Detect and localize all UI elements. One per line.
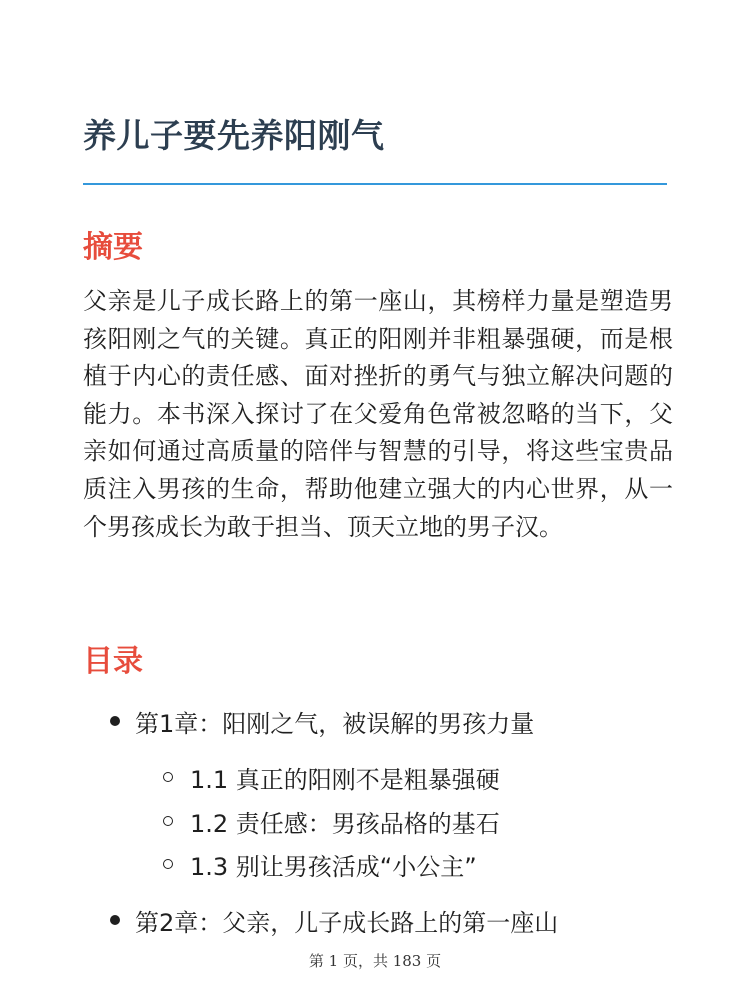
hollow-bullet-icon	[163, 816, 173, 826]
abstract-text: 父亲是儿子成长路上的第一座山，其榜样力量是塑造男孩阳刚之气的关键。真正的阳刚并非粗暴强硬，而是根植于内心的责任感、面对挫折的勇气与独立解决问题的能力。本书深入探讨了在父爱角色常被忽略的当下，父亲如何通过高质量的陪伴与智慧的引导，将这些宝贵品质注入男孩的生命，帮助他建立强大的内心世界，从一个男孩成长为敢于担当、顶天立地的男子汉。	[83, 287, 673, 541]
toc-section-1-2[interactable]	[190, 804, 500, 839]
toc-section-1-3[interactable]	[190, 847, 477, 882]
toc-section-label: 1.3 别让男孩活成“小公主”	[190, 853, 477, 881]
toc-chapter-1[interactable]	[135, 704, 534, 739]
toc-chapter-label: 第2章：父亲，儿子成长路上的第一座山	[135, 909, 559, 937]
title-divider	[83, 183, 667, 185]
toc-section-label: 1.1 真正的阳刚不是粗暴强硬	[190, 766, 500, 794]
bullet-icon	[110, 716, 120, 726]
document-title: 养儿子要先养阳刚气	[83, 116, 385, 155]
abstract-heading: 摘要	[83, 230, 143, 265]
page-footer: 第 1 页，共 183 页	[308, 952, 442, 970]
bullet-icon	[110, 915, 120, 925]
toc-section-1-1[interactable]	[190, 760, 500, 795]
toc-chapter-label: 第1章：阳刚之气，被误解的男孩力量	[135, 710, 535, 738]
toc-chapter-2[interactable]	[135, 903, 558, 938]
toc-section-label: 1.2 责任感：男孩品格的基石	[190, 810, 500, 838]
toc-heading: 目录	[83, 644, 143, 679]
hollow-bullet-icon	[163, 772, 173, 782]
hollow-bullet-icon	[163, 859, 173, 869]
